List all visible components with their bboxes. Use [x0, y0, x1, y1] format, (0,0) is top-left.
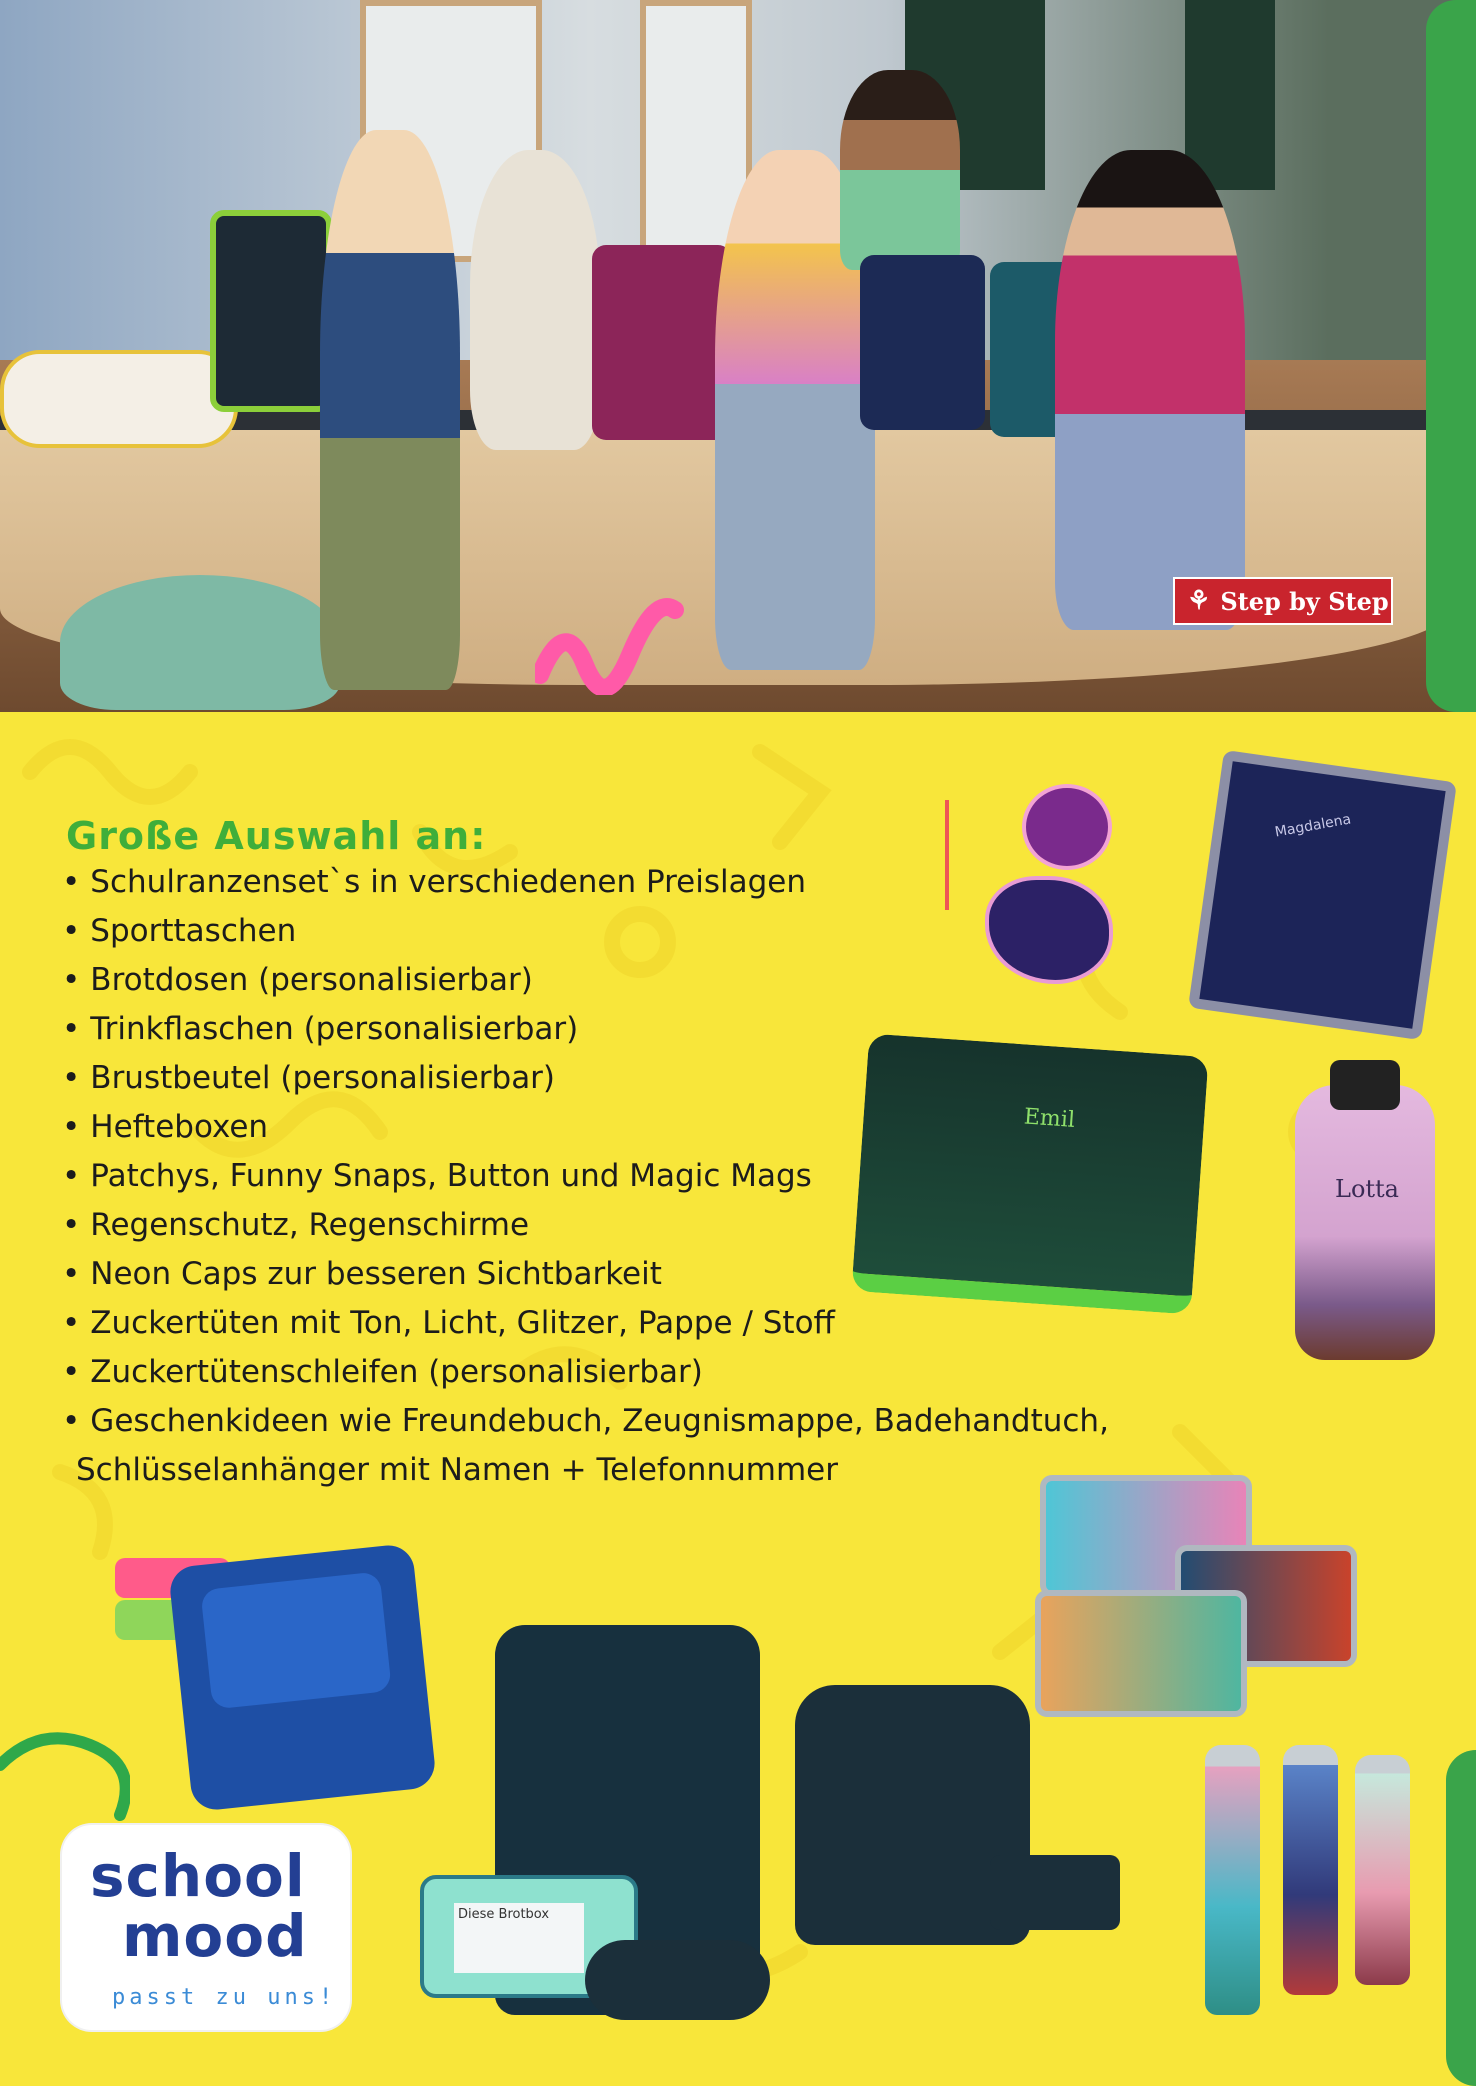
list-item: • Trinkflaschen (personalisierbar) [62, 1005, 1109, 1054]
list-item: • Brustbeutel (personalisierbar) [62, 1054, 1109, 1103]
list-item: • Zuckertütenschleifen (personalisierbar) [62, 1348, 1109, 1397]
water-bottles [1205, 1735, 1430, 2020]
hero-photo [0, 0, 1476, 712]
water-bottle [1205, 1745, 1260, 2015]
snack-box-label: Diese Brotbox [454, 1903, 584, 1973]
list-item: • Brotdosen (personalisierbar) [62, 956, 1109, 1005]
list-item: • Zuckertüten mit Ton, Licht, Glitzer, Pappe / Stoff [62, 1299, 1109, 1348]
list-item: • Hefteboxen [62, 1103, 1109, 1152]
brand-badge-label: Step by Step [1220, 586, 1389, 616]
lunchbox-lid [200, 1571, 392, 1709]
logo-word-school: school [90, 1842, 306, 1910]
pencil-case [851, 1033, 1208, 1314]
bottle-cap [1330, 1060, 1400, 1110]
pencil-case-name: Emil [1023, 1104, 1076, 1133]
pink-squiggle [535, 595, 685, 695]
section-heading: Große Auswahl an: [66, 813, 487, 858]
step-by-step-logo-icon: ⚘ [1187, 586, 1211, 616]
list-item: • Sporttaschen [62, 907, 1109, 956]
child [320, 130, 460, 690]
water-bottle [1355, 1755, 1410, 1985]
bottle-cover-name: Lotta [1335, 1175, 1399, 1203]
logo-word-mood: mood [122, 1902, 308, 1970]
zipper-pendant [945, 800, 969, 910]
child [840, 70, 960, 270]
logo-tagline: passt zu uns! [112, 1985, 337, 2010]
blue-lunchbox [168, 1543, 437, 1812]
knitted-pouf [60, 575, 340, 710]
list-item: • Schulranzenset`s in verschiedenen Preislagen [62, 858, 1109, 907]
pencil-pouch [585, 1940, 770, 2020]
unicorn-heart-sticker [1022, 784, 1112, 870]
list-item-continuation: Schlüsselanhänger mit Namen + Telefonnummer [76, 1452, 838, 1488]
pillow [0, 350, 238, 448]
green-decoration [1426, 0, 1476, 712]
steel-lunchbox [1035, 1590, 1247, 1717]
list-item: • Neon Caps zur besseren Sichtbarkeit [62, 1250, 1109, 1299]
school-mood-logo [62, 1825, 350, 2030]
wallet [990, 1855, 1120, 1930]
chalkboard [1185, 0, 1275, 190]
child [1055, 150, 1245, 630]
wallet-name: Magdalena [1273, 811, 1353, 841]
school-backpack [592, 245, 732, 440]
bottle-cover [1295, 1085, 1435, 1360]
dog [470, 150, 600, 450]
green-decoration [1446, 1750, 1476, 2086]
school-backpack [210, 210, 332, 412]
list-item: • Geschenkideen wie Freundebuch, Zeugnismappe, Badehandtuch, [62, 1397, 1109, 1446]
list-item: • Patchys, Funny Snaps, Button und Magic Mags [62, 1152, 1109, 1201]
green-squiggle [0, 1705, 130, 1835]
school-backpack [860, 255, 985, 430]
water-bottle [1283, 1745, 1338, 1995]
step-by-step-badge [1173, 577, 1393, 625]
neck-wallet [1188, 750, 1457, 1040]
list-item: • Regenschutz, Regenschirme [62, 1201, 1109, 1250]
